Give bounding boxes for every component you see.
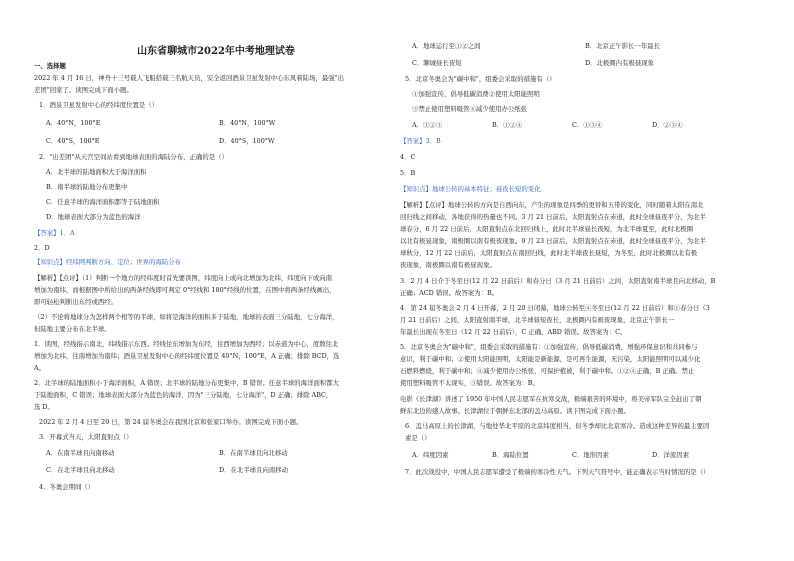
right-column-line: D．北极圈内有极昼现象 — [585, 59, 655, 67]
right-column-line: 以北有极昼现象，南极圈以南有极夜现象。9 月 23 日前后，太阳直射点在赤道，此时全球昼夜平分，为北半 — [400, 237, 706, 245]
left-column-line: D．40°S，100°W — [219, 137, 275, 145]
left-column-line: 【答案】1．A — [34, 229, 75, 237]
right-column-line: B．北京正午影长一年最长 — [585, 42, 660, 50]
left-column-line: C．40°S，100°E — [46, 137, 100, 145]
right-column-line: A．纬度因素 — [412, 451, 449, 459]
left-column-line: 2．北半球的陆地面积小于海洋面积，A 错误；北半球的陆地分布更集中，B 错误；任意半球的海洋面积都大 — [34, 379, 340, 387]
right-column-line: 6．盖马高原上的长津湖，与地处华北平原的北京纬度相当，但冬季却比北京寒冷。造成这种差异的最主要因 — [405, 422, 710, 430]
left-column-line: 1．酒泉卫星发射中心的经纬度位置是（） — [39, 101, 159, 109]
right-column-line: A．地球运行至①②之间 — [412, 42, 481, 50]
right-column-line: 4．C — [400, 153, 416, 161]
left-column-line: 【解析】【点评】（1）判断一个地方的经纬度时首先要读图，纬度向上或向北增加为北纬，纬度向下或向南 — [34, 274, 333, 282]
left-column-line: 即可轻松判断出东经或西经。 — [34, 298, 118, 306]
left-column-line: 1．读图，经线指示南北，纬线指示东西。经线往东增加为东经，往西增加为西经；以赤道为中心，度数往北 — [34, 340, 339, 348]
right-column — [400, 0, 764, 561]
left-column-line: C．任意半球的海洋面积都等于陆地面积 — [46, 198, 160, 206]
left-column-line: 于陆地面积，C 错误；地球表面大部分为蓝色的海洋，因为"三分陆地，七分海洋"，D 正确；排除 ABC， — [34, 391, 333, 399]
right-column-line: 石燃料燃烧，利于碳中和；④减少使用办公纸张，可保护植被，利于碳中和。①②④正确，B 正确。禁止 — [400, 367, 695, 375]
left-column-line: 2022 年 4 月 16 日，神舟十三号载人飞船搭载三名航天员，安全返回酒泉卫星发射中心东风着陆场，最强"出 — [34, 74, 344, 82]
left-column-line: 4．冬奥会期间（） — [39, 483, 95, 491]
right-column-line: 球春分，6 月 22 日前后，太阳直射点在北回归线上，此时北半球昼长夜短，为北半球夏至，此时北极圈 — [400, 225, 694, 233]
left-column-line: 增加为北纬，往南增加为南纬；酒泉卫星发射中心的经纬度位置是 40°N，100°E，A 正确；排除 BCD，选 — [34, 352, 340, 360]
left-column-line: 增加为南纬，而根据图中所给出的两条经线即可判定 0°经线和 180°经线的位置，在图中将两条经线画出， — [34, 286, 336, 294]
left-column-line: B．南半球的陆地分布更集中 — [46, 183, 128, 191]
left-column-line: D．在北半球且向南移动 — [219, 466, 289, 474]
right-column-line: C．地形因素 — [572, 451, 609, 459]
left-column-line: 差团"回家了。读图完成下面小题。 — [34, 86, 133, 94]
right-column-line: 【答案】3．B — [400, 137, 441, 145]
right-column-line: B．海陆位置 — [492, 451, 529, 459]
right-column-line: 5．B — [400, 169, 416, 177]
right-column-line: D．洋流因素 — [652, 451, 690, 459]
right-column-line: 【解析】【点评】地球公转的方向是自西向东，产生的现象是四季的更替和五带的变化，同时随着太阳在南北 — [400, 201, 704, 209]
left-column-line: 【知识点】经纬网判断方向、定位；世界的海陆分布 — [34, 258, 181, 266]
left-column-line: 2022 年 2 月 4 日至 20 日，第 24 届冬奥会在我国北京和张家口举办。读图完成下面小题。 — [39, 418, 303, 426]
right-column-line: 5．北京冬奥会为"碳中和"，组委会采取的措施有（） — [405, 75, 556, 83]
left-column-line: A．40°N，100°E — [46, 119, 101, 127]
left-column-line: A．北半球的陆地面积大于海洋面积 — [46, 168, 147, 176]
left-column-line: B．40°N，100°W — [219, 119, 276, 127]
right-column-line: B．①②④ — [492, 121, 523, 129]
right-column-line: 正确；ACD 错误。故答案为：B。 — [400, 289, 499, 297]
right-column-line: A．①②③ — [412, 121, 443, 129]
left-column-line: 但陆地主要分布在北半球。 — [34, 325, 111, 333]
right-column-line: ③禁止使用塑料吸管④减少使用办公纸张 — [412, 105, 528, 113]
right-column-line: C．①③④ — [572, 121, 603, 129]
right-column-line: ①加强宣传，倡导低碳消费②使用太阳能照明 — [412, 90, 540, 98]
right-column-line: 【知识点】地球公转的基本特征；昼夜长短的变化 — [400, 185, 541, 193]
right-column-line: 年最长出现在冬至日（12 月 22 日前后），C 正确，ABD 错误。故答案为：C。 — [400, 328, 627, 336]
right-column-line: 意识，利于碳中和；②使用太阳能照明，太阳能是新能源，是可再生能源，无污染，太阳能照明可以减少化 — [400, 355, 701, 363]
left-column-line: 3．开幕式当天，太阳直射点（） — [39, 433, 133, 441]
right-column-line: 4．第 24 届冬奥会 2 月 4 日开幕，2 月 20 日闭幕，地球公转至④冬至日(12 月 22 日前后）和①春分日（3 — [400, 304, 710, 312]
left-column-line: B．在南半球且向北移动 — [219, 449, 288, 457]
right-column-line: 3．2 月 4 日介于冬至日(12 月 22 日前后）和春分日（3 月 21 日前后）之间，太阳直射南半球且向北移动，B — [400, 277, 716, 285]
right-column-line: C．聊城昼长夜短 — [412, 59, 462, 67]
left-column-line: A。 — [34, 364, 46, 372]
right-column-line: 夜现象，南极圈以南有极昼现象。 — [400, 261, 496, 269]
right-column-line: D．②③④ — [652, 121, 683, 129]
right-column-line: 7．此次战役中，中国人民志愿军遭受了极端的寒冷性天气。下列天气符号中，能正确表示当时情况的是（） — [405, 468, 710, 476]
right-column-line: 素是（） — [405, 434, 431, 442]
right-column-line: 使用塑料吸管不太现实，③错误。故答案为：B。 — [400, 379, 539, 387]
left-column-line: 一、选择题 — [34, 62, 66, 70]
left-column-line: D．地球表面大部分为蓝色的海洋 — [46, 213, 141, 221]
right-column-line: 电影《长津湖》讲述了 1950 年中国人民志愿军在抗寒交战，极端艰苦的环境中，将美帝军队完全赶出了朝 — [400, 395, 702, 403]
page-title: 山东省聊城市2022年中考地理试卷 — [137, 46, 295, 57]
right-column-line: 鲜东北边的感人故事。长津湖位于朝鲜东北部的盖马高原。读下图完成下面小题。 — [400, 407, 631, 415]
left-column-line: 2．"出差团"从天宫空间站看到地球表面的海陆分布，正确的是（） — [39, 153, 228, 161]
right-column-line: 球秋分，12 月 22 日前后，太阳直射点在南回归线，此时北半球夜长昼短，为冬至，此时北极圈以北有极 — [400, 249, 698, 257]
right-column-line: 月 21 日前后）之间，太阳直射南半球，北半球昼短夜长，北极圈内有极夜现象，北京正午影长一 — [400, 316, 675, 324]
left-column-line: A．在南半球且向南移动 — [46, 449, 115, 457]
right-column-line: 5．北京冬奥会为"碳中和"，组委会采取的措施有：①加强宣传，倡导低碳消费，增强环保意识和共同参与 — [400, 343, 698, 351]
right-column-line: 回归线之间移动，各地获得的热量也不同。3 月 21 日前后，太阳直射点在赤道，此时全球昼夜平分，为北半 — [400, 213, 706, 221]
left-column-line: C．在北半球且向北移动 — [46, 466, 115, 474]
left-column-line: 选 D。 — [34, 403, 54, 411]
left-column-line: 2．D — [34, 244, 50, 252]
left-column — [34, 0, 398, 561]
left-column-line: （2）不论将地球分为怎样两个相等的半球，如将是海洋的面积多于陆地，地球的表面三分陆地，七分海洋， — [34, 313, 339, 321]
